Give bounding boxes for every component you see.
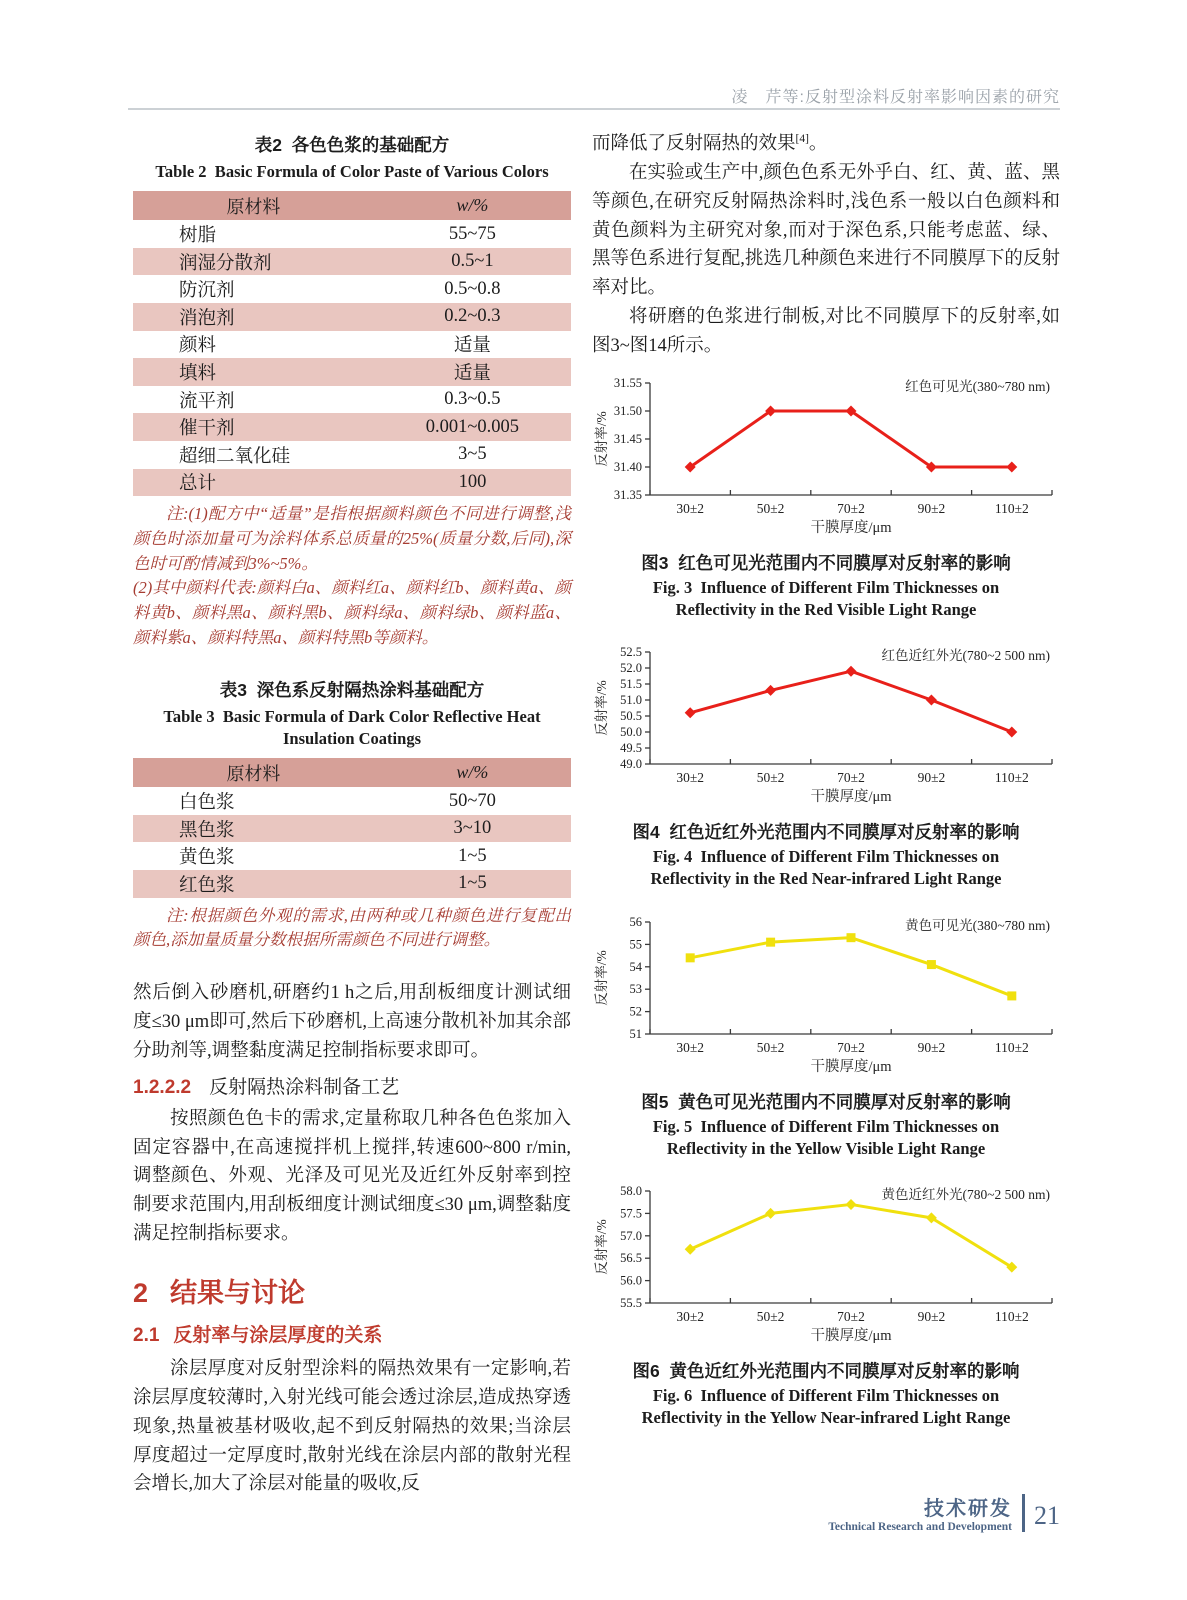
- svg-text:90±2: 90±2: [917, 770, 946, 786]
- table-cell-material: 消泡剂: [179, 308, 235, 329]
- table2-body: [133, 220, 571, 496]
- data-point: [765, 1208, 776, 1219]
- svg-text:51.5: 51.5: [620, 677, 642, 692]
- svg-text:90±2: 90±2: [917, 1309, 946, 1325]
- data-line: [690, 672, 1012, 733]
- data-point: [1006, 461, 1017, 472]
- paragraph-plates: 将研磨的色浆进行制板,对比不同膜厚下的反射率,如图3~图14所示。: [592, 307, 1060, 357]
- citation-4: [4]: [795, 132, 809, 145]
- section-title: 结果与讨论: [170, 1277, 306, 1308]
- chart-red-visible: [592, 367, 1060, 544]
- svg-text:红色近红外光(780~2 500 nm): 红色近红外光(780~2 500 nm): [881, 648, 1050, 664]
- svg-text:31.40: 31.40: [613, 459, 642, 474]
- svg-text:30±2: 30±2: [676, 500, 705, 516]
- table3: [133, 758, 571, 897]
- table2: [133, 191, 571, 496]
- table-row: [133, 303, 571, 331]
- data-line: [690, 1205, 1012, 1268]
- table-cell-value: 0.3~0.5: [444, 389, 501, 410]
- section-title: 反射隔热涂料制备工艺: [209, 1076, 400, 1098]
- table3-title-en: Table 3 Basic Formula of Dark Color Reflective Heat Insulation Coatings: [163, 706, 541, 748]
- data-point: [686, 953, 695, 962]
- data-point: [846, 666, 857, 677]
- svg-text:70±2: 70±2: [837, 500, 865, 516]
- table-row: [133, 815, 571, 843]
- table-cell-material: 颜料: [179, 336, 217, 357]
- table-cell-material: 填料: [179, 364, 217, 385]
- table-cell-value: 1~5: [458, 873, 487, 894]
- table2-title-zh: 表2 各色色浆的基础配方: [254, 135, 450, 155]
- header-rule: [128, 108, 1060, 110]
- svg-text:110±2: 110±2: [994, 500, 1029, 516]
- table-row: [133, 220, 571, 248]
- svg-text:黄色可见光(380~780 nm): 黄色可见光(380~780 nm): [905, 917, 1050, 933]
- svg-text:干膜厚度/μm: 干膜厚度/μm: [810, 1058, 892, 1075]
- table-cell-material: 总计: [179, 474, 217, 495]
- svg-text:70±2: 70±2: [837, 770, 865, 786]
- paragraph-colors: 在实验或生产中,颜色色系无外乎白、红、黄、蓝、黑等颜色,在研究反射隔热涂料时,浅色系一般以白色颜料和黄色颜料为主研究对象,而对于深色系,只能考虑蓝、绿、黑等色系进行复配,挑选几种颜色来进行不同膜厚下的反射率对比。: [592, 162, 1060, 299]
- svg-text:反射率/%: 反射率/%: [594, 1219, 609, 1276]
- footer-section-zh: 技术研发: [924, 1498, 1012, 1520]
- svg-text:50.0: 50.0: [620, 725, 642, 740]
- running-head-title: 凌 芹等:反射型涂料反射率影响因素的研究: [731, 89, 1060, 106]
- table3-header-w-percent: w/%: [456, 762, 489, 783]
- chart-yellow-nir: [592, 1175, 1060, 1352]
- table2-note2: (2)其中颜料代表:颜料白a、颜料红a、颜料红b、颜料黄a、颜料黄b、颜料黑a、颜料黑b、颜料绿a、颜料绿b、颜料蓝a、颜料紫a、颜料特黑a、颜料特黑b等颜料。: [133, 578, 571, 647]
- table-cell-material: 润湿分散剂: [179, 253, 272, 274]
- svg-text:52: 52: [629, 1004, 642, 1019]
- table-cell-value: 100: [458, 471, 487, 492]
- svg-text:反射率/%: 反射率/%: [594, 950, 609, 1006]
- table-cell-material: 黄色浆: [179, 848, 235, 869]
- figure-3-caption-en: Fig. 3 Influence of Different Film Thicknesses on Reflectivity in the Red Visible Light Range: [652, 577, 1000, 619]
- table-row: [133, 386, 571, 414]
- svg-text:干膜厚度/μm: 干膜厚度/μm: [810, 519, 892, 536]
- data-point: [927, 960, 936, 969]
- svg-text:90±2: 90±2: [917, 500, 946, 516]
- svg-text:55.5: 55.5: [620, 1296, 642, 1311]
- svg-text:53: 53: [629, 982, 642, 997]
- table2-header-material: 原材料: [226, 196, 281, 217]
- chart-svg: [592, 906, 1060, 1078]
- table-cell-value: 50~70: [448, 790, 496, 811]
- table-row: [133, 842, 571, 870]
- svg-text:110±2: 110±2: [994, 1309, 1029, 1325]
- data-point: [765, 685, 776, 696]
- table-row: [133, 413, 571, 441]
- figure-6: [592, 1175, 1060, 1429]
- svg-text:49.0: 49.0: [620, 757, 642, 772]
- svg-text:50±2: 50±2: [756, 1309, 785, 1325]
- svg-text:58.0: 58.0: [620, 1184, 642, 1199]
- figure-6-caption-zh: 图6 黄色近红外光范围内不同膜厚对反射率的影响: [632, 1361, 1020, 1382]
- table-cell-value: 0.5~0.8: [444, 278, 501, 299]
- table-cell-value: 0.5~1: [451, 251, 494, 272]
- svg-text:56.5: 56.5: [620, 1251, 642, 1266]
- section-heading-2: [133, 1271, 571, 1310]
- table-cell-material: 树脂: [179, 226, 217, 247]
- svg-text:50±2: 50±2: [756, 500, 785, 516]
- svg-text:52.0: 52.0: [620, 661, 642, 676]
- data-point: [766, 938, 775, 947]
- svg-text:红色可见光(380~780 nm): 红色可见光(380~780 nm): [905, 378, 1050, 394]
- page-footer: [828, 1492, 1060, 1533]
- table2-notes: [133, 502, 571, 651]
- section-title: 反射率与涂层厚度的关系: [173, 1324, 383, 1346]
- section-heading-1222: [133, 1072, 571, 1099]
- table-row: [133, 248, 571, 276]
- svg-text:30±2: 30±2: [676, 1309, 705, 1325]
- table-row: [133, 441, 571, 469]
- svg-text:90±2: 90±2: [917, 1039, 946, 1055]
- table-row: [133, 358, 571, 386]
- table2-header-row: [133, 191, 571, 220]
- table-cell-material: 白色浆: [179, 793, 235, 814]
- table-cell-value: 0.2~0.3: [444, 306, 501, 327]
- chart-red-nir: [592, 636, 1060, 813]
- svg-text:55: 55: [629, 937, 642, 952]
- svg-text:110±2: 110±2: [994, 770, 1029, 786]
- data-point: [685, 1244, 696, 1255]
- svg-text:30±2: 30±2: [676, 770, 705, 786]
- data-point: [846, 1199, 857, 1210]
- table-cell-material: 红色浆: [179, 875, 235, 896]
- chart-svg: [592, 1175, 1060, 1347]
- svg-text:70±2: 70±2: [837, 1039, 865, 1055]
- svg-text:反射率/%: 反射率/%: [594, 411, 609, 467]
- svg-text:52.5: 52.5: [620, 645, 642, 660]
- table-row: [133, 469, 571, 497]
- table2-title-en: Table 2 Basic Formula of Color Paste of Various Colors: [155, 162, 549, 181]
- table-cell-material: 超细二氧化硅: [179, 446, 291, 467]
- paragraph-preparation: 按照颜色色卡的需求,定量称取几种各色色浆加入固定容器中,在高速搅拌机上搅拌,转速600~800 r/min,调整颜色、外观、光泽及可见光及近红外反射率到控制要求范围内,用刮板细度计测试细度≤30 μm,调整黏度满足控制指标要求。: [133, 1108, 571, 1245]
- table-cell-material: 黑色浆: [179, 820, 235, 841]
- section-number: 1.2.2.2: [133, 1076, 192, 1098]
- table3-title-zh: 表3 深色系反射隔热涂料基础配方: [219, 679, 485, 700]
- svg-text:黄色近红外光(780~2 500 nm): 黄色近红外光(780~2 500 nm): [881, 1187, 1050, 1203]
- table-row: [133, 275, 571, 303]
- data-point: [1007, 991, 1016, 1000]
- table3-note-text: 注:根据颜色外观的需求,由两种或几种颜色进行复配出颜色,添加量质量分数根据所需颜色不同进行调整。: [133, 905, 571, 950]
- chart-svg: [592, 367, 1060, 539]
- table-cell-value: 55~75: [448, 223, 496, 244]
- svg-text:57.0: 57.0: [620, 1229, 642, 1244]
- chart-svg: [592, 636, 1060, 808]
- svg-text:50.5: 50.5: [620, 709, 642, 724]
- table-cell-value: 1~5: [458, 845, 487, 866]
- data-line: [690, 411, 1012, 467]
- figure-5-caption-zh: 图5 黄色可见光范围内不同膜厚对反射率的影响: [641, 1091, 1011, 1112]
- data-point: [926, 695, 937, 706]
- svg-text:57.5: 57.5: [620, 1206, 642, 1221]
- figure-3-caption-zh: 图3 红色可见光范围内不同膜厚对反射率的影响: [641, 552, 1011, 573]
- figure-6-caption-en: Fig. 6 Influence of Different Film Thicknesses on Reflectivity in the Yellow Near-infrared Light Range: [641, 1386, 1011, 1428]
- figure-4-caption-en: Fig. 4 Influence of Different Film Thicknesses on Reflectivity in the Red Near-infrared Light Range: [650, 847, 1002, 889]
- data-line: [690, 938, 1012, 996]
- page-number: 21: [1034, 1500, 1060, 1530]
- table-cell-value: 3~10: [453, 818, 492, 839]
- table-cell-material: 流平剂: [179, 391, 235, 412]
- svg-text:51: 51: [629, 1026, 642, 1041]
- paragraph-continuation: 而降低了反射隔热的效果[4]。: [592, 132, 828, 154]
- paragraph-grinding: 然后倒入砂磨机,研磨约1 h之后,用刮板细度计测试细度≤30 μm即可,然后下砂磨机,上高速分散机补加其余部分助剂等,调整黏度满足控制指标要求即可。: [133, 983, 571, 1061]
- table-cell-value: 适量: [453, 336, 491, 357]
- svg-text:51.0: 51.0: [620, 693, 642, 708]
- svg-text:干膜厚度/μm: 干膜厚度/μm: [810, 789, 892, 806]
- svg-text:31.35: 31.35: [613, 487, 642, 502]
- svg-text:31.55: 31.55: [613, 375, 642, 390]
- figure-4: [592, 636, 1060, 890]
- table-cell-material: 催干剂: [179, 419, 235, 440]
- svg-text:干膜厚度/μm: 干膜厚度/μm: [810, 1328, 892, 1345]
- table3-header-row: [133, 758, 571, 787]
- table-cell-material: 防沉剂: [179, 281, 235, 302]
- svg-text:54: 54: [629, 959, 642, 974]
- svg-text:50±2: 50±2: [756, 1039, 785, 1055]
- svg-text:50±2: 50±2: [756, 770, 785, 786]
- footer-section: [828, 1492, 1012, 1533]
- figure-5-caption-en: Fig. 5 Influence of Different Film Thicknesses on Reflectivity in the Yellow Visible Light Range: [652, 1116, 1000, 1158]
- data-point: [847, 933, 856, 942]
- svg-text:70±2: 70±2: [837, 1309, 865, 1325]
- data-point: [1006, 727, 1017, 738]
- table-cell-value: 适量: [453, 364, 491, 385]
- svg-text:反射率/%: 反射率/%: [594, 680, 609, 737]
- section-number: 2.1: [133, 1324, 160, 1346]
- figure-4-caption-zh: 图4 红色近红外光范围内不同膜厚对反射率的影响: [632, 822, 1020, 843]
- figure-5: [592, 906, 1060, 1160]
- paragraph-thickness: 涂层厚度对反射型涂料的隔热效果有一定影响,若涂层厚度较薄时,入射光线可能会透过涂层,造成热穿透现象,热量被基材吸收,起不到反射隔热的效果;当涂层厚度超过一定厚度时,散射光线在涂层内部的散射光程会增长,加大了涂层对能量的吸收,反: [133, 1358, 571, 1495]
- table3-note: [133, 904, 571, 954]
- table2-note1: 注:(1)配方中“适量”是指根据颜料颜色不同进行调整,浅颜色时添加量可为涂料体系总质量的25%(质量分数,后同),深色时可酌情减到3%~5%。: [133, 504, 571, 573]
- table-row: [133, 331, 571, 359]
- right-column: [592, 130, 1060, 1445]
- chart-yellow-visible: [592, 906, 1060, 1083]
- left-column: [133, 130, 571, 1499]
- svg-text:31.45: 31.45: [613, 431, 642, 446]
- svg-text:56: 56: [629, 914, 642, 929]
- data-point: [685, 708, 696, 719]
- footer-section-en: Technical Research and Development: [828, 1521, 1012, 1533]
- section-heading-2-1: [133, 1320, 571, 1347]
- footer-divider: [1022, 1494, 1025, 1532]
- table-row: [133, 870, 571, 898]
- table3-header-material: 原材料: [226, 763, 281, 784]
- svg-text:31.50: 31.50: [613, 403, 642, 418]
- svg-text:56.0: 56.0: [620, 1274, 642, 1289]
- svg-text:110±2: 110±2: [994, 1039, 1029, 1055]
- svg-text:49.5: 49.5: [620, 741, 642, 756]
- table-row: [133, 787, 571, 815]
- table-cell-value: 3~5: [458, 444, 487, 465]
- table3-body: [133, 787, 571, 897]
- section-number: 2: [133, 1277, 149, 1308]
- svg-text:30±2: 30±2: [676, 1039, 705, 1055]
- figure-3: [592, 367, 1060, 621]
- table-cell-value: 0.001~0.005: [425, 416, 520, 437]
- table2-header-w-percent: w/%: [456, 195, 489, 216]
